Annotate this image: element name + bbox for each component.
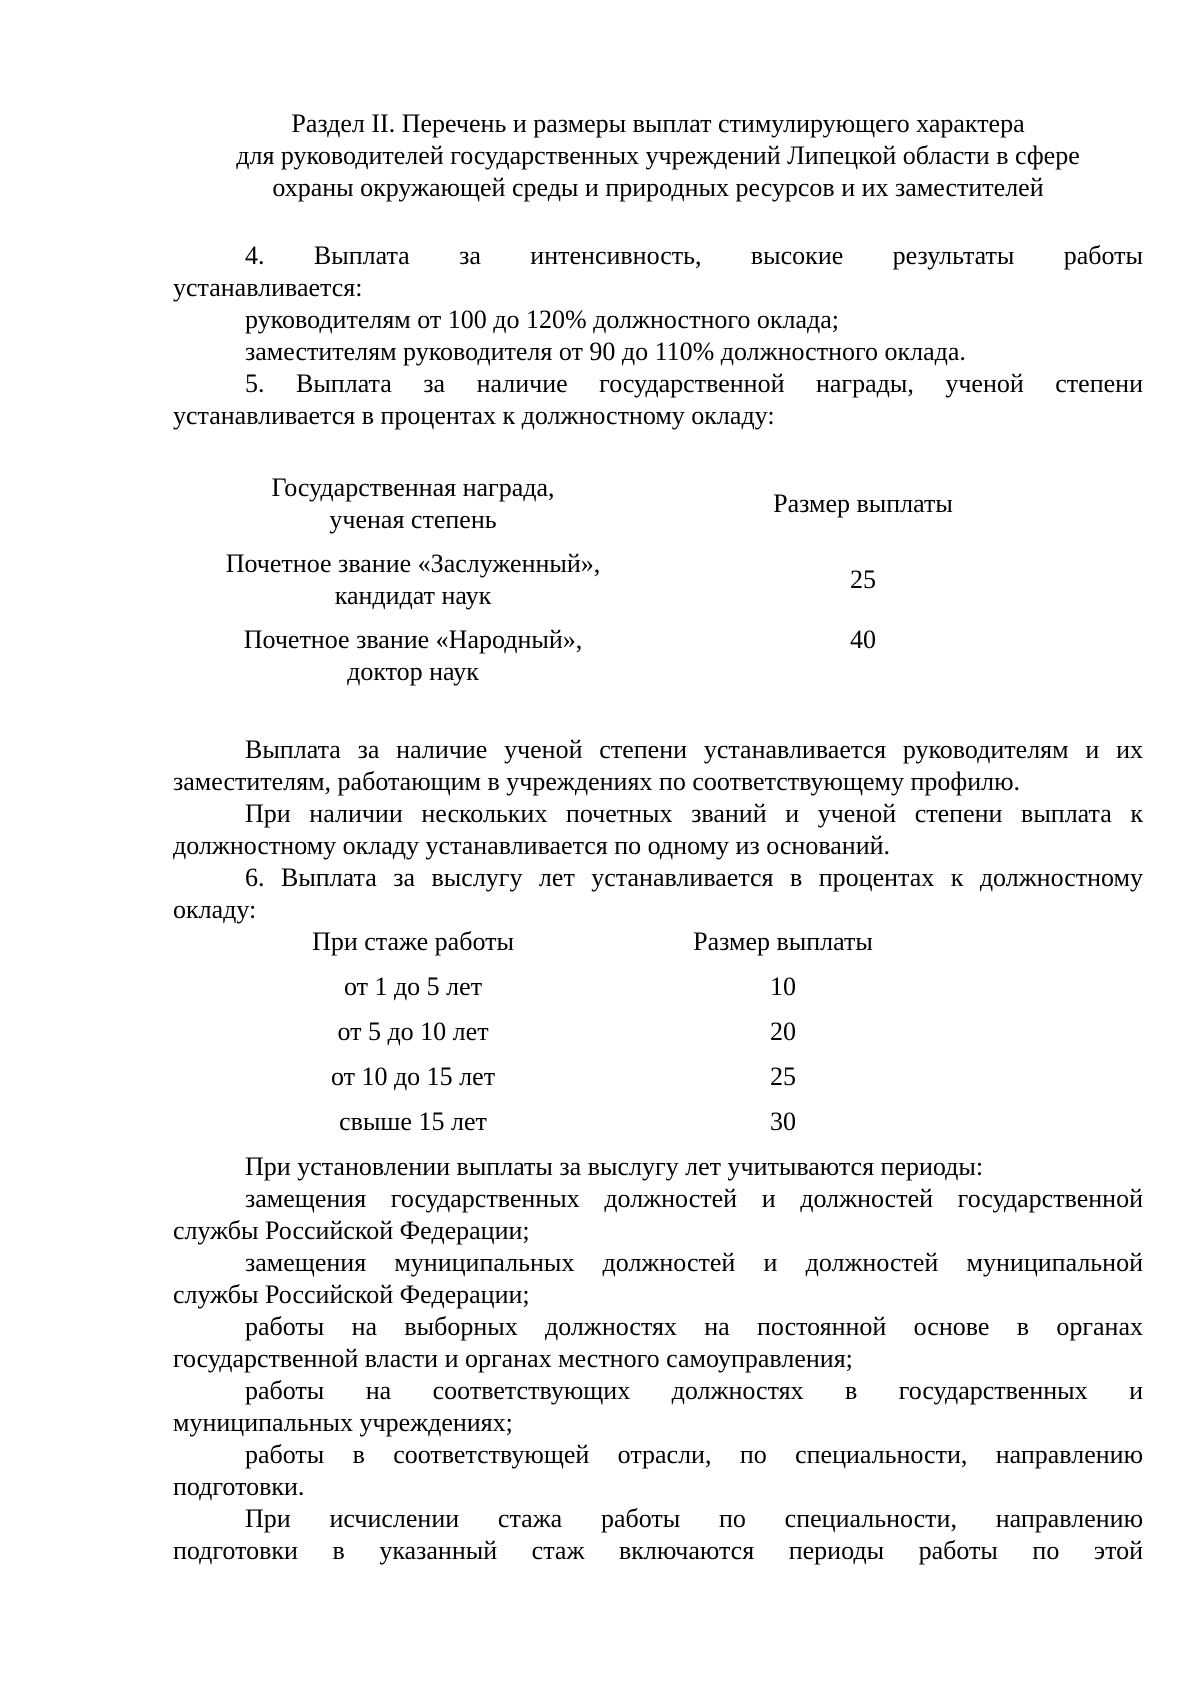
award-name-line-1: Почетное звание «Народный», [243, 625, 583, 654]
periods-c-line-2: государственной власти и органах местного самоуправления; [173, 1344, 853, 1373]
seniority-period: от 1 до 5 лет [343, 972, 483, 1001]
periods-f-line-1: При исчислении стажа работы по специальности, направлению [245, 1504, 1143, 1533]
section-title-line-1: Раздел II. Перечень и размеры выплат стимулирующего характера [291, 109, 1025, 138]
periods-intro: При установлении выплаты за выслугу лет учитываются периоды: [245, 1152, 984, 1181]
seniority-value: 10 [770, 972, 796, 1001]
award-name [203, 624, 623, 700]
seniority-period: от 5 до 10 лет [337, 1017, 489, 1046]
award-name [203, 548, 623, 624]
periods-a-line-1: замещения государственных должностей и должностей государственной [245, 1184, 1143, 1213]
seniority-table [273, 926, 1013, 1151]
item-5-line-1: 5. Выплата за наличие государственной награды, ученой степени [245, 369, 1143, 398]
item-4-deputies: заместителям руководителя от 90 до 110% должностного оклада. [245, 337, 966, 366]
table-row [203, 624, 1103, 700]
award-name-line-2: кандидат наук [334, 581, 492, 610]
award-name-line-2: доктор наук [347, 657, 479, 686]
multiple-titles-line-2: должностному окладу устанавливается по одному из оснований. [173, 831, 891, 860]
item-6-line-1: 6. Выплата за выслугу лет устанавливается в процентах к должностному [245, 863, 1143, 892]
periods-e-line-1: работы в соответствующей отрасли, по специальности, направлению [245, 1440, 1143, 1469]
item-4-line-1: 4. Выплата за интенсивность, высокие результаты работы [245, 241, 1143, 270]
award-name-line-1: Почетное звание «Заслуженный», [225, 549, 601, 578]
degree-note-line-1: Выплата за наличие ученой степени устанавливается руководителям и их [245, 735, 1143, 764]
item-6-line-2: окладу: [173, 895, 257, 924]
seniority-value: 25 [770, 1062, 796, 1091]
seniority-value: 20 [770, 1017, 796, 1046]
awards-table-header [203, 472, 1103, 548]
periods-c-line-1: работы на выборных должностях на постоянной основе в органах [245, 1312, 1143, 1341]
section-title-line-3: охраны окружающей среды и природных ресурсов и их заместителей [272, 173, 1044, 202]
seniority-table-header [273, 926, 1013, 971]
periods-d-line-2: муниципальных учреждениях; [173, 1408, 513, 1437]
awards-header-amount: Размер выплаты [773, 489, 953, 518]
degree-note-line-2: заместителям, работающим в учреждениях по соответствующему профилю. [173, 767, 1021, 796]
table-row [273, 1106, 1013, 1151]
periods-a-line-2: службы Российской Федерации; [173, 1216, 530, 1245]
periods-d-line-1: работы на соответствующих должностях в государственных и [245, 1376, 1143, 1405]
section-title-line-2: для руководителей государственных учреждений Липецкой области в сфере [236, 141, 1080, 170]
award-value: 40 [850, 625, 876, 654]
seniority-period: свыше 15 лет [339, 1107, 487, 1136]
awards-header-award-line-1: Государственная награда, [271, 473, 555, 502]
awards-header-award-line-2: ученая степень [329, 505, 497, 534]
document-page [173, 108, 1143, 1567]
seniority-header-period: При стаже работы [312, 927, 514, 956]
seniority-header-amount: Размер выплаты [693, 927, 873, 956]
item-4-line-2: устанавливается: [173, 273, 363, 302]
table-row [273, 1061, 1013, 1106]
section-title [173, 108, 1143, 204]
awards-table [203, 472, 1103, 700]
periods-e-line-2: подготовки. [173, 1472, 305, 1501]
multiple-titles-line-1: При наличии нескольких почетных званий и ученой степени выплата к [245, 799, 1143, 828]
item-4-heads: руководителям от 100 до 120% должностного оклада; [245, 305, 840, 334]
periods-f-line-2: подготовки в указанный стаж включаются периоды работы по этой [173, 1536, 1143, 1565]
awards-header-award [203, 472, 623, 548]
item-5-line-2: устанавливается в процентах к должностному окладу: [173, 401, 775, 430]
table-row [273, 971, 1013, 1016]
table-row [203, 548, 1103, 624]
seniority-period: от 10 до 15 лет [330, 1062, 496, 1091]
periods-b-line-2: службы Российской Федерации; [173, 1280, 530, 1309]
award-value: 25 [850, 565, 876, 594]
table-row [273, 1016, 1013, 1061]
periods-b-line-1: замещения муниципальных должностей и должностей муниципальной [245, 1248, 1143, 1277]
seniority-value: 30 [770, 1107, 796, 1136]
